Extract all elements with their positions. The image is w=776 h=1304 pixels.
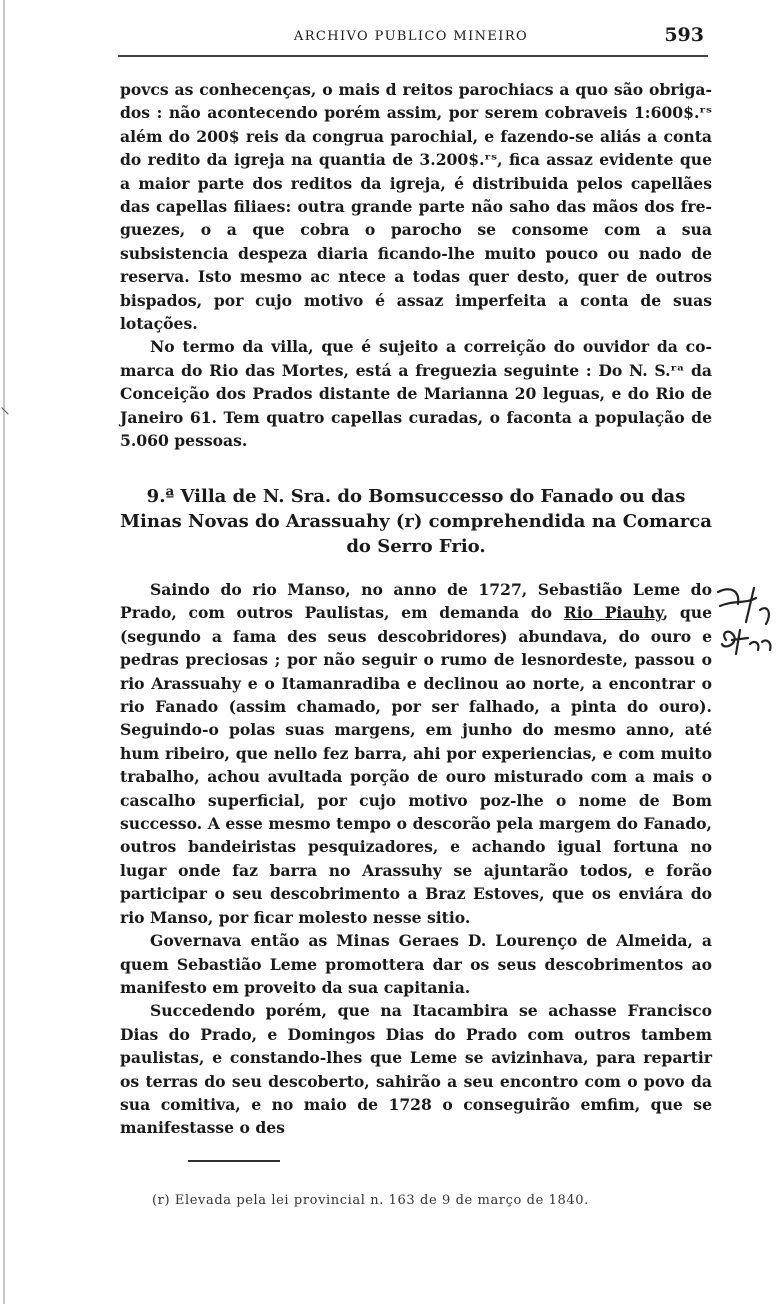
body-text-top — [120, 78, 712, 453]
body-text-bottom — [120, 578, 712, 1140]
footnote: (r) Elevada pela lei provincial n. 163 de 9 de março de 1840. — [152, 1193, 589, 1208]
paragraph: Governava então as Minas Geraes D. Lourenço de Almeida, a quem Sebastião Leme promottera dar os seus descobrimentos ao manifesto em proveito da sua capitania. — [120, 931, 712, 997]
paragraph-text: , que (segundo a fama des seus descobridores) abundava, do ouro e pedras preciosas ; por não seguir o rumo de lesnordeste, passou o rio Arassuahy e o Itamanradiba e declinou ao norte, a encontrar o rio Fanado (assim chamado, por ser falhado, a pinta do ouro). Seguindo-o polas suas margens, em junho do mesmo anno, até hum ribeiro, que nello fez barra, ahi por experiencias, e com muito trabalho, achou avultada porção de ouro misturado com a mais o cascalho superficial, por cujo motivo poz-lhe o nome de Bom successo. A esse mesmo tempo o descorão pela margem do Fanado, outros bandeiristas pesquizadores, e achando igual fortuna no lugar onde faz barra no Arassuhy se ajuntarão todos, e forão participar o seu descobrimento a Braz Estoves, que os enviára do rio Manso, por ficar molesto nesse sitio. — [120, 603, 712, 927]
binding-edge — [3, 0, 5, 1304]
page-number: 593 — [664, 24, 704, 46]
underlined-place-name: Rio Piauhy — [563, 603, 663, 623]
margin-pencil-mark: ⸜ — [0, 394, 10, 418]
paragraph: Succedendo porém, que na Itacambira se achasse Francisco Dias do Prado, e Domingos Dias do Prado com outros tambem paulistas, e constando-lhes que Leme se avizinhava, para repartir os terras do seu descoberto, sahirão a seu encontro com o povo da sua comitiva, e no maio de 1728 o conseguirão emfim, que se manifestasse o des — [120, 1001, 712, 1138]
header-rule — [118, 55, 708, 57]
running-title: ARCHIVO PUBLICO MINEIRO — [293, 29, 529, 44]
footnote-rule — [188, 1160, 280, 1162]
paragraph: No termo da villa, que é sujeito a correição do ouvidor da comarca do Rio das Mortes, está a freguezia seguinte : Do N. S.ʳᵃ da Conceição dos Prados distante de Marianna 20 leguas, e do Rio de Janeiro 61. Tem quatro capellas curadas, o faconta a população de 5.060 pessoas. — [120, 337, 712, 451]
paragraph: povcs as conhecenças, o mais d reitos parochiacs a quo são obrigados : não acontecendo porém assim, por serem cobraveis 1:600$.ʳˢ além do 200$ reis da congrua parochial, e fazendo-se aliás a conta do redito da igreja na quantia de 3.200$.ʳˢ, fica assaz evidente que a maior parte dos reditos da igreja, é distribuida pelos capellães das capellas filiaes: outra grande parte não saho das mãos dos freguezes, o a que cobra o parocho se consome com a sua subsistencia despeza diaria ficando-lhe muito pouco ou nado de reserva. Isto mesmo ac ntece a todas quer desto, quer de outros bispados, por cujo motivo é assaz imperfeita a conta de suas lotações. — [120, 80, 712, 334]
paragraph — [120, 578, 712, 929]
page-header — [118, 20, 704, 50]
section-heading: 9.ª Villa de N. Sra. do Bomsuccesso do Fanado ou das Minas Novas do Arassuahy (r) comprehendida na Comarca do Serro Frio. — [120, 486, 712, 557]
handwritten-annotation — [716, 584, 774, 694]
paragraph-text: Saindo do rio Manso, no anno de 1727, Sebastião Leme do Prado, com outros Paulistas, em demanda do — [120, 580, 712, 623]
